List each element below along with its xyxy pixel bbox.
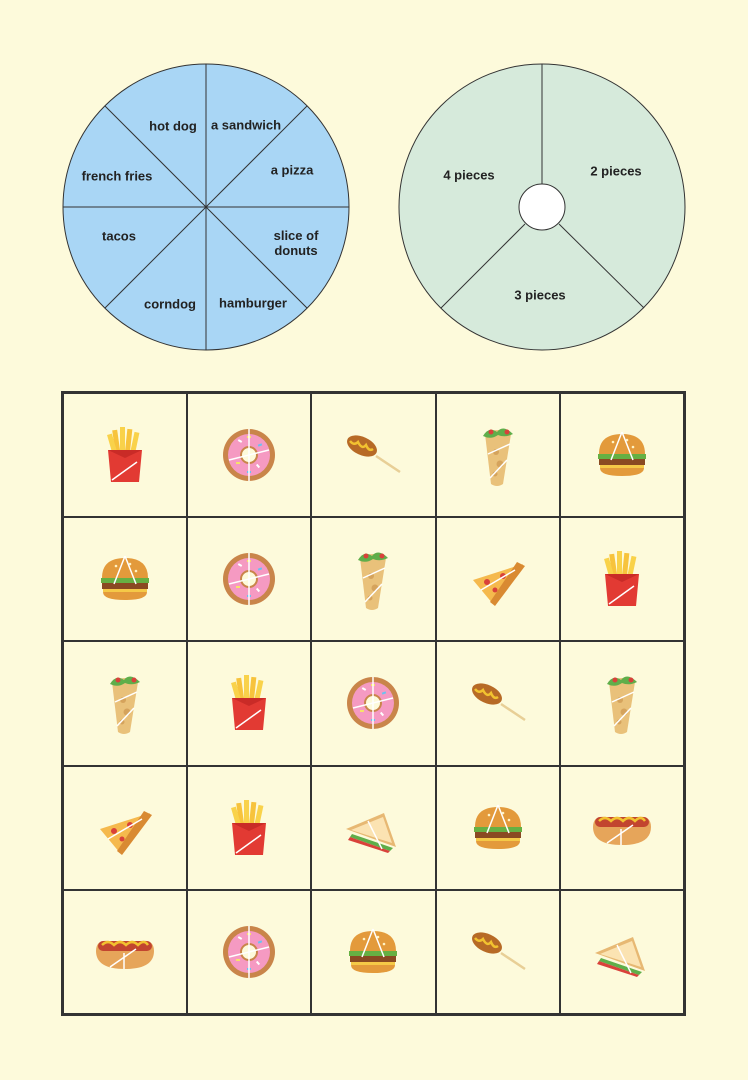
french-fries-icon bbox=[214, 668, 284, 738]
french-fries-icon bbox=[90, 420, 160, 490]
board-cell[interactable] bbox=[436, 766, 560, 890]
food-spinner[interactable] bbox=[63, 64, 349, 350]
board-cell[interactable] bbox=[311, 890, 435, 1014]
sandwich-icon bbox=[587, 917, 657, 987]
board-cell[interactable] bbox=[187, 517, 311, 641]
board-cell[interactable] bbox=[436, 393, 560, 517]
taco-icon bbox=[463, 420, 533, 490]
board-cell[interactable] bbox=[436, 517, 560, 641]
segment-4-pieces: 4 pieces bbox=[443, 167, 495, 183]
segment-corndog: corndog bbox=[144, 296, 196, 312]
taco-icon bbox=[587, 668, 657, 738]
segment-a-sandwich: a sandwich bbox=[210, 117, 282, 133]
segment-tacos: tacos bbox=[102, 228, 136, 244]
board-cell[interactable] bbox=[63, 766, 187, 890]
hot-dog-icon bbox=[90, 917, 160, 987]
board-cell[interactable] bbox=[560, 890, 684, 1014]
donut-icon bbox=[338, 668, 408, 738]
board-cell[interactable] bbox=[560, 393, 684, 517]
board-cell[interactable] bbox=[187, 890, 311, 1014]
board-cell[interactable] bbox=[560, 517, 684, 641]
hamburger-icon bbox=[90, 544, 160, 614]
hamburger-icon bbox=[463, 793, 533, 863]
segment-a-pizza: a pizza bbox=[270, 162, 314, 178]
board-cell[interactable] bbox=[311, 641, 435, 765]
donut-icon bbox=[214, 544, 284, 614]
hamburger-icon bbox=[338, 917, 408, 987]
corndog-icon bbox=[463, 668, 533, 738]
pizza-slice-icon bbox=[463, 544, 533, 614]
pizza-slice-icon bbox=[90, 793, 160, 863]
board-cell[interactable] bbox=[63, 393, 187, 517]
board-cell[interactable] bbox=[63, 641, 187, 765]
french-fries-icon bbox=[214, 793, 284, 863]
board-cell[interactable] bbox=[63, 890, 187, 1014]
board-cell[interactable] bbox=[187, 766, 311, 890]
board-cell[interactable] bbox=[311, 766, 435, 890]
donut-icon bbox=[214, 420, 284, 490]
corndog-icon bbox=[463, 917, 533, 987]
segment-slice-of-donuts: slice of donuts bbox=[273, 228, 319, 258]
board-cell[interactable] bbox=[187, 641, 311, 765]
board-cell[interactable] bbox=[436, 890, 560, 1014]
segment-hot-dog: hot dog bbox=[149, 118, 197, 134]
donut-icon bbox=[214, 917, 284, 987]
segment-3-pieces: 3 pieces bbox=[514, 287, 566, 303]
board-cell[interactable] bbox=[187, 393, 311, 517]
french-fries-icon bbox=[587, 544, 657, 614]
segment-hamburger: hamburger bbox=[219, 295, 287, 311]
board-cell[interactable] bbox=[560, 641, 684, 765]
board-cell[interactable] bbox=[560, 766, 684, 890]
taco-icon bbox=[338, 544, 408, 614]
hamburger-icon bbox=[587, 420, 657, 490]
spinners-area bbox=[0, 0, 748, 370]
board-cell[interactable] bbox=[311, 393, 435, 517]
segment-french-fries: french fries bbox=[81, 168, 153, 184]
pieces-spinner[interactable] bbox=[399, 64, 685, 350]
segment-2-pieces: 2 pieces bbox=[590, 163, 642, 179]
food-bingo-board bbox=[61, 391, 686, 1016]
sandwich-icon bbox=[338, 793, 408, 863]
spinner-center-hole bbox=[519, 184, 565, 230]
taco-icon bbox=[90, 668, 160, 738]
spinners-svg bbox=[0, 0, 748, 370]
corndog-icon bbox=[338, 420, 408, 490]
hot-dog-icon bbox=[587, 793, 657, 863]
board-cell[interactable] bbox=[311, 517, 435, 641]
board-cell[interactable] bbox=[63, 517, 187, 641]
board-cell[interactable] bbox=[436, 641, 560, 765]
